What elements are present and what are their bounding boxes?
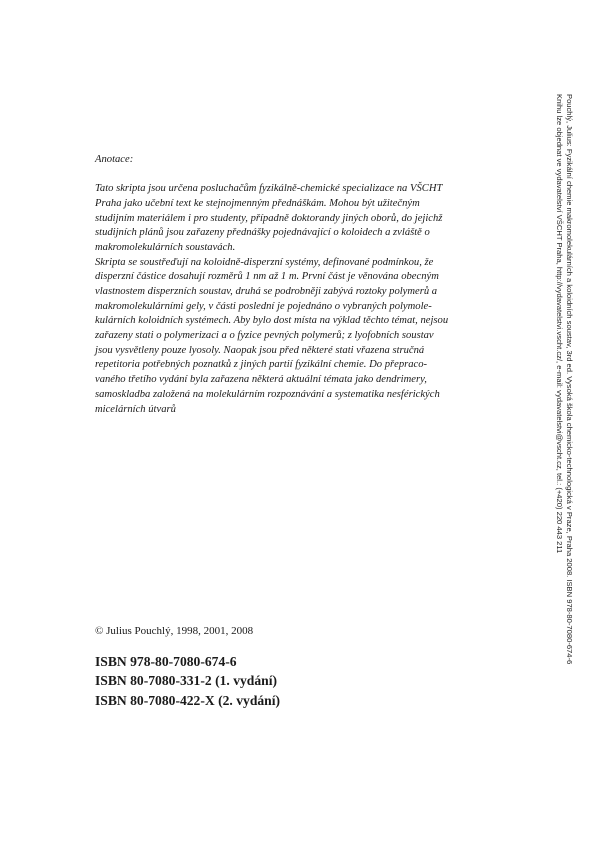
isbn-block — [95, 652, 280, 710]
annotation-line: makromolekulárních soustavách. — [95, 241, 236, 253]
annotation-line: makromolekulárními gely, v části poslední je pojednáno o vybraných polymole- — [95, 300, 432, 312]
annotation-line: repetitoria potřebných poznatků z jiných partií fyzikální chemie. Do přepraco- — [95, 359, 428, 371]
annotation-line: samoskladba založená na molekulárním rozpoznávání a systematika nesférických — [95, 388, 440, 400]
annotation-line: zařazeny stati o polymerizaci a o fyzice pevných polymerů; z lyofobních soustav — [95, 330, 434, 342]
side-note-line-2: Knihu lze objednat ve vydavatelství VŠCHT Praha, http://vydavatelstvi.vscht.cz/, e-mail: vydavatelstvi@vscht.cz, tel.: (+420) 220 443 211 — [555, 94, 564, 554]
annotation-line: Skripta se soustřeďují na koloidně-disperzní systémy, definované podmínkou, že — [95, 256, 434, 268]
annotation-line: vlastnostem disperzních soustav, druhá se podrobněji zabývá roztoky polymerů a — [95, 286, 438, 298]
annotation-line: Praha jako učební text ke stejnojmenným přednáškám. Mohou být užitečným — [95, 197, 420, 209]
side-publication-note — [554, 94, 574, 665]
isbn-line: ISBN 80-7080-422-X (2. vydání) — [95, 692, 281, 708]
annotation-line: disperzní částice dosahují rozměrů 1 nm až 1 m. První část je věnována obecným — [95, 271, 439, 283]
copyright-notice: © Julius Pouchlý, 1998, 2001, 2008 — [95, 625, 254, 637]
annotation-line: vaného třetího vydání byla zařazena některá aktuální témata jako dendrimery, — [95, 374, 427, 386]
annotation-line: studijním materiálem i pro studenty, případně doktorandy jiných oborů, do jejichž — [95, 212, 443, 224]
annotation-line: micelárních útvarů — [95, 403, 176, 415]
annotation-line: studijních plánů jsou zařazeny přednášky pojednávající o koloidech a zvláště o — [95, 227, 430, 239]
side-note-line-1: Pouchlý, Julius: Fyzikální chemie makromolekulárních a koloidních soustav, 3rd ed. Vysoká škola chemicko-technologická v Praze, Praha 2008. ISBN 978-80-7080-674-6 — [565, 94, 574, 665]
isbn-line: ISBN 978-80-7080-674-6 — [95, 654, 237, 669]
annotation-line: kulárních koloidních systémech. Aby bylo dost místa na výklad těchto témat, nejsou — [95, 315, 449, 327]
annotation-line: jsou vysvětleny pouze lyosoly. Naopak jsou před některé stati vřazena stručná — [95, 344, 425, 356]
annotation-line: Tato skripta jsou určena posluchačům fyzikálně-chemické specializace na VŠCHT — [95, 183, 443, 195]
annotation-block — [95, 153, 515, 417]
isbn-line: ISBN 80-7080-331-2 (1. vydání) — [95, 673, 278, 689]
annotation-heading: Anotace: — [95, 154, 134, 165]
